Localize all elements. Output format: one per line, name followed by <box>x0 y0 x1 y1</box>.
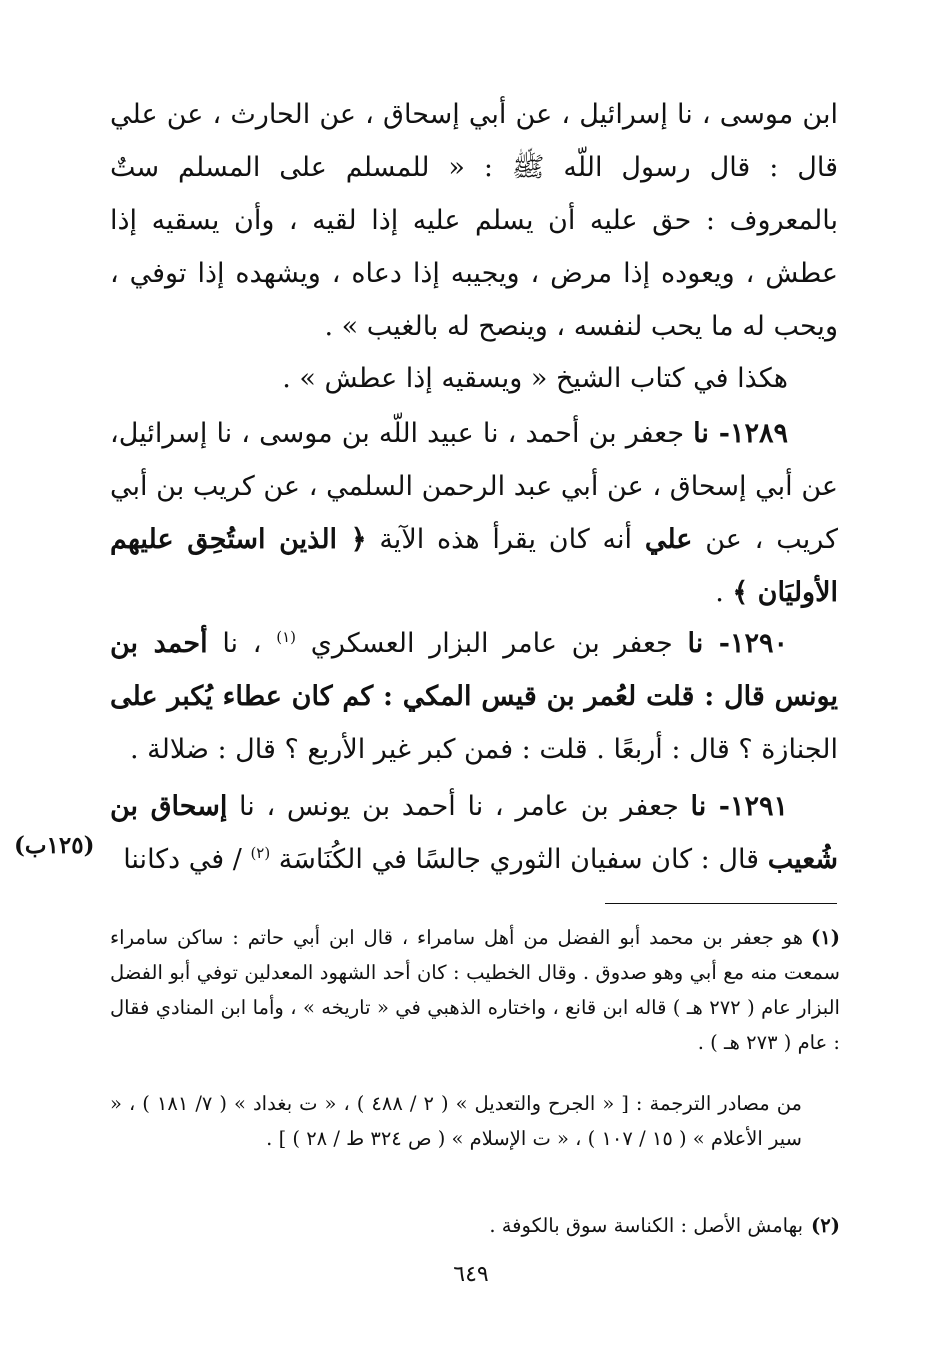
quran-verse: ﴿ الذين استُحِق عليهم الأوليَان ﴾ <box>110 524 838 608</box>
footnote-text: هو جعفر بن محمد أبو الفضل من أهل سامراء ، قال ابن أبي حاتم : ساكن سامراء سمعت منه مع أبي وهو صدوق . وقال الخطيب : كان أحد الشهود المعدلين توفي أبو الفضل البزار عام ( ٢٧٢ هـ ) قاله ابن قانع ، واختاره الذهبي في « تاريخه » ، وأما ابن المنادي فقال : عام ( ٢٧٣ هـ ) . <box>110 926 840 1054</box>
footnote-2 <box>110 1208 840 1243</box>
narrator-name: علي <box>644 524 693 555</box>
text-run: ، نا <box>207 628 277 659</box>
text-run: أنه كان يقرأ هذه الآية <box>366 524 645 555</box>
paragraph-text <box>110 780 838 886</box>
text-run: قال : كان سفيان الثوري جالسًا في الكُنَاسَة <box>270 844 768 875</box>
text-run: جعفر بن أحمد ، نا عبيد اللّه بن موسى ، نا إسرائيل، عن أبي إسحاق ، عن أبي عبد الرحمن السلمي ، عن كريب بن أبي كريب ، عن <box>110 418 838 555</box>
footnote-number: (٢) <box>811 1214 840 1237</box>
paragraph-hadith-1290 <box>110 617 838 776</box>
narrator-name: إسحاق بن شُعيب <box>110 791 838 875</box>
footnote-divider <box>605 903 837 904</box>
footnote-ref-1[interactable]: (١) <box>276 628 296 646</box>
text-run: جعفر بن عامر ، نا أحمد بن يونس ، نا <box>227 791 691 822</box>
footnote-1 <box>110 920 840 1060</box>
paragraph-text: هكذا في كتاب الشيخ « ويسقيه إذا عطش » . <box>282 363 788 394</box>
footnote-text: من مصادر الترجمة : [ « الجرح والتعديل » ( ٢ / ٤٨٨ ) ، « ت بغداد » ( ٧/ ١٨١ ) ، « سير الأعلام » ( ١٥ / ١٠٧ ) ، « ت الإسلام » ( ص ٣٢٤ ط / ٢٨ ) ] . <box>110 1092 802 1150</box>
text-run: جعفر بن عامر البزار العسكري <box>296 628 688 659</box>
text-run: الجنازة ؟ قال : أربعًا . قلت : فمن كبر غير الأربع ؟ قال : ضلالة . <box>129 734 838 765</box>
footnote-number: (١) <box>811 926 840 949</box>
paragraph-hadith-1288 <box>110 88 838 353</box>
footnote-1-sources <box>110 1086 840 1156</box>
footnote-ref-2[interactable]: (٢) <box>250 844 271 862</box>
margin-folio-note: (١٢٥ب) <box>14 832 95 859</box>
page-number: ٦٤٩ <box>453 1262 489 1287</box>
paragraph-hadith-1291 <box>110 780 838 886</box>
hadith-number: ١٢٨٩- نا <box>693 418 788 449</box>
paragraph-text <box>110 617 838 776</box>
paragraph-hadith-1289 <box>110 407 838 619</box>
text-run: / في دكاننا <box>123 844 251 875</box>
footnote-text: بهامش الأصل : الكناسة سوق بالكوفة . <box>489 1214 804 1237</box>
hadith-number: ١٢٩١- نا <box>690 791 788 822</box>
paragraph-note <box>110 352 838 405</box>
paragraph-text <box>110 407 838 619</box>
narrator-name: أحمد بن يونس قال : قلت لعُمر بن قيس المكي : كم كان عطاء يُكبر على <box>110 628 838 712</box>
hadith-number: ١٢٩٠- نا <box>687 628 788 659</box>
paragraph-text: ابن موسى ، نا إسرائيل ، عن أبي إسحاق ، عن الحارث ، عن علي قال : قال رسول اللّه ﷺ : « للمسلم على المسلم ستٌ بالمعروف : حق عليه أن يسلم عليه إذا لقيه ، وأن يسقيه إذا عطش ، ويعوده إذا مرض ، ويجيبه إذا دعاه ، ويشهده إذا توفي ، ويحب له ما يحب لنفسه ، وينصح له بالغيب » . <box>110 99 838 342</box>
text-run: . <box>715 577 733 608</box>
